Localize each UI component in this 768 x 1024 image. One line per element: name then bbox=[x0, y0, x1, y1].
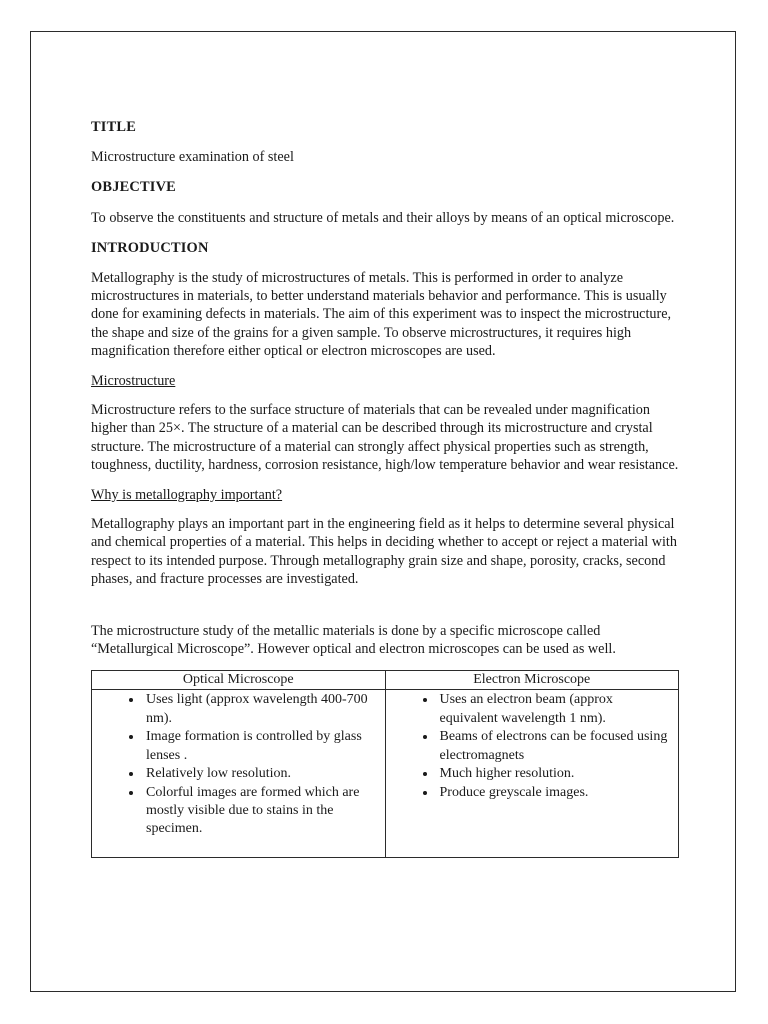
microscope-text: The microstructure study of the metallic materials is done by a specific microscope called “Metallurgical Microscope”. However optical and electron microscopes can be used as well. bbox=[91, 623, 616, 658]
objective-text: To observe the constituents and structure of metals and their alloys by means of an optical microscope. bbox=[91, 209, 675, 226]
microstructure-text: Microstructure refers to the surface structure of materials that can be revealed under magnification higher than 25×. The structure of a material can be described through its microstructure and crystal structure. The microstructure of a material can strongly affect physical properties such as strength, toughness, ductility, hardness, corrosion resistance, high/low temperature behavior and wear resistance. bbox=[91, 402, 679, 473]
table-header-row bbox=[92, 671, 679, 690]
objective-heading: OBJECTIVE bbox=[91, 179, 176, 196]
importance-heading: Why is metallography important? bbox=[91, 487, 283, 504]
list-item: • Beams of electrons can be focused using electromagnets bbox=[437, 728, 673, 765]
spacer bbox=[91, 600, 686, 622]
optical-microscope-header: Optical Microscope bbox=[92, 671, 386, 690]
table-row bbox=[92, 690, 679, 857]
list-item: • Uses an electron beam (approx equivalent wavelength 1 nm). bbox=[437, 691, 673, 728]
electron-microscope-list bbox=[392, 691, 673, 801]
optical-microscope-list bbox=[98, 691, 379, 838]
list-item: • Relatively low resolution. bbox=[143, 765, 379, 783]
introduction-heading: INTRODUCTION bbox=[91, 239, 209, 256]
microstructure-heading: Microstructure bbox=[91, 373, 176, 390]
list-item: • Uses light (approx wavelength 400-700 nm). bbox=[143, 691, 379, 728]
introduction-text: Metallography is the study of microstructures of metals. This is performed in order to analyze microstructures in materials, to better understand materials behavior and performance. This is usually done for examining defects in materials. The aim of this experiment was to inspect the microstructure, the shape and size of the grains for a given sample. To observe microstructures, it requires high magnification therefore either optical or electron microscopes are used. bbox=[91, 270, 672, 359]
importance-text: Metallography plays an important part in the engineering field as it helps to determine several physical and chemical properties of a material. This helps in deciding whether to accept or reject a material with respect to its intended purpose. Through metallography grain size and shape, porosity, cracks, second phases, and fracture processes are investigated. bbox=[91, 516, 677, 587]
electron-microscope-cell bbox=[385, 690, 679, 857]
list-item: • Image formation is controlled by glass lenses . bbox=[143, 728, 379, 765]
title-text: Microstructure examination of steel bbox=[91, 149, 294, 166]
list-item: • Produce greyscale images. bbox=[437, 784, 673, 802]
electron-microscope-header: Electron Microscope bbox=[385, 671, 679, 690]
optical-microscope-cell bbox=[92, 690, 386, 857]
microscope-comparison-table bbox=[91, 670, 679, 857]
list-item: • Colorful images are formed which are mostly visible due to stains in the specimen. bbox=[143, 784, 379, 839]
title-heading: TITLE bbox=[91, 119, 136, 135]
document-body bbox=[91, 118, 686, 858]
list-item: • Much higher resolution. bbox=[437, 765, 673, 783]
